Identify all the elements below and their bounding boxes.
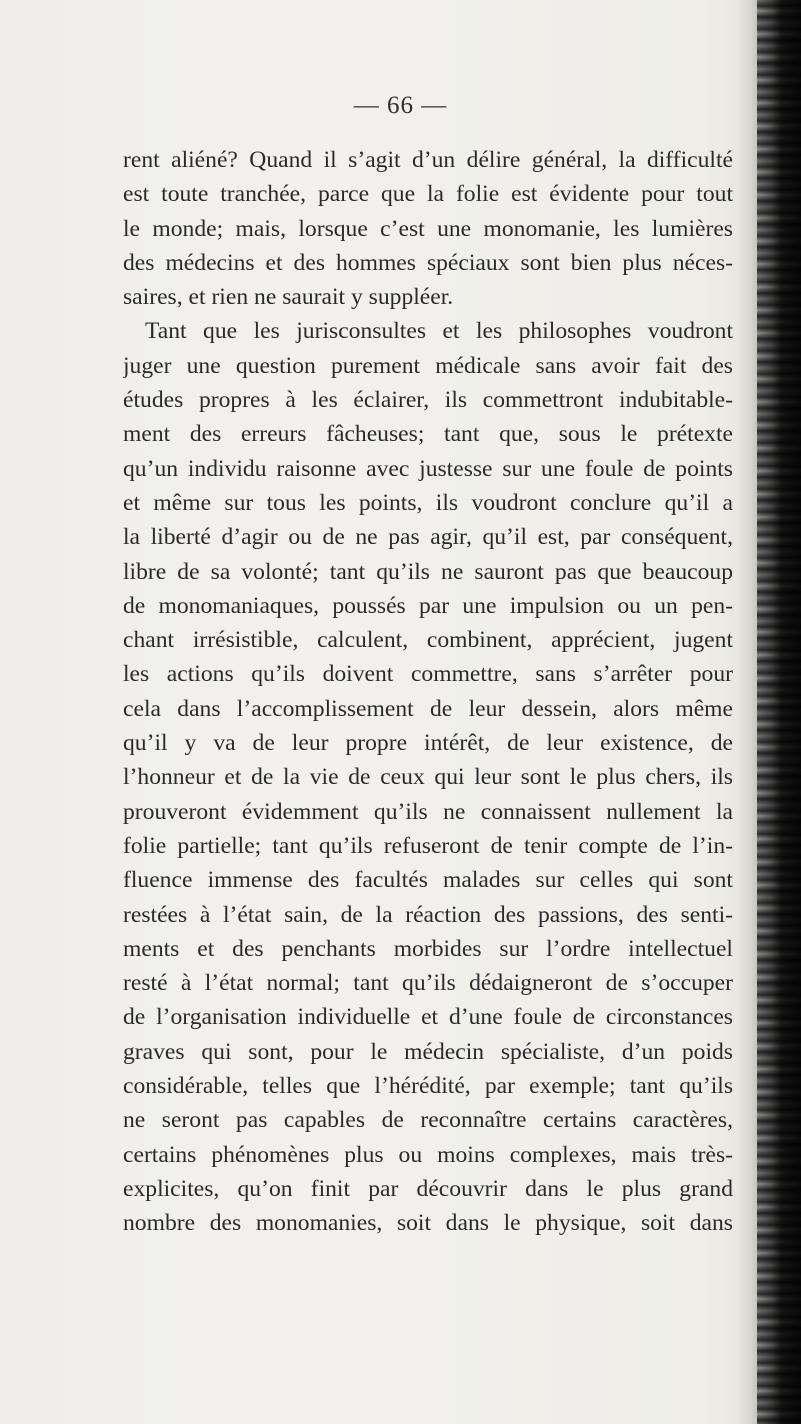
text-line: fluence immense des facultés malades sur celles qui sont — [123, 867, 733, 894]
text-line: nombre des monomanies, soit dans le physique, soit dans — [123, 1210, 733, 1237]
text-line: restées à l’état sain, de la réaction des passions, des senti- — [123, 901, 733, 928]
text-line: ne seront pas capables de reconnaître certains caractères, — [123, 1107, 733, 1134]
text-line: le monde; mais, lorsque c’est une monomanie, les lumières — [123, 215, 733, 242]
text-line: graves qui sont, pour le médecin spécialiste, d’un poids — [123, 1038, 733, 1065]
text-line: qu’un individu raisonne avec justesse sur une foule de points — [123, 455, 733, 482]
text-line: les actions qu’ils doivent commettre, sans s’arrêter pour — [123, 661, 733, 688]
text-line: rent aliéné? Quand il s’agit d’un délire général, la difficulté — [123, 147, 733, 173]
page-number: — 66 — — [353, 92, 448, 119]
text-line: est toute tranchée, parce que la folie est évidente pour tout — [123, 181, 733, 208]
text-line: de l’organisation individuelle et d’une foule de circonstances — [123, 1004, 733, 1031]
text-line: folie partielle; tant qu’ils refuseront de tenir compte de l’in- — [123, 832, 733, 859]
text-line: ments et des penchants morbides sur l’ordre intellectuel — [123, 935, 733, 962]
text-line: et même sur tous les points, ils voudront conclure qu’il a — [123, 489, 733, 516]
text-line: des médecins et des hommes spéciaux sont bien plus néces- — [123, 249, 733, 276]
text-line: libre de sa volonté; tant qu’ils ne sauront pas que beaucoup — [123, 558, 733, 585]
text-line: certains phénomènes plus ou moins complexes, mais très- — [123, 1141, 733, 1168]
text-line: de monomaniaques, poussés par une impulsion ou un pen- — [123, 592, 733, 619]
text-line: chant irrésistible, calculent, combinent, apprécient, jugent — [123, 627, 733, 654]
text-line: prouveront évidemment qu’ils ne connaissent nullement la — [123, 798, 733, 825]
body-text — [123, 143, 733, 1241]
text-line: cela dans l’accomplissement de leur dessein, alors même — [123, 695, 733, 722]
text-line: l’honneur et de la vie de ceux qui leur sont le plus chers, ils — [123, 764, 733, 791]
text-line: considérable, telles que l’hérédité, par exemple; tant qu’ils — [123, 1073, 733, 1100]
text-line: qu’il y va de leur propre intérêt, de leur existence, de — [123, 730, 733, 757]
text-line: juger une question purement médicale sans avoir fait des — [123, 352, 733, 379]
text-line: ment des erreurs fâcheuses; tant que, sous le prétexte — [123, 421, 733, 448]
text-line: études propres à les éclairer, ils commettront indubitable- — [123, 387, 733, 414]
text-line: resté à l’état normal; tant qu’ils dédaigneront de s’occuper — [123, 970, 733, 997]
book-binding-edge — [757, 0, 801, 1424]
text-line: explicites, qu’on finit par découvrir dans le plus grand — [123, 1175, 733, 1202]
text-line: saires, et rien ne saurait y suppléer. — [123, 284, 454, 311]
paragraph-start-line: Tant que les jurisconsultes et les philosophes voudront — [145, 318, 733, 345]
text-line: la liberté d’agir ou de ne pas agir, qu’il est, par conséquent, — [123, 524, 733, 551]
